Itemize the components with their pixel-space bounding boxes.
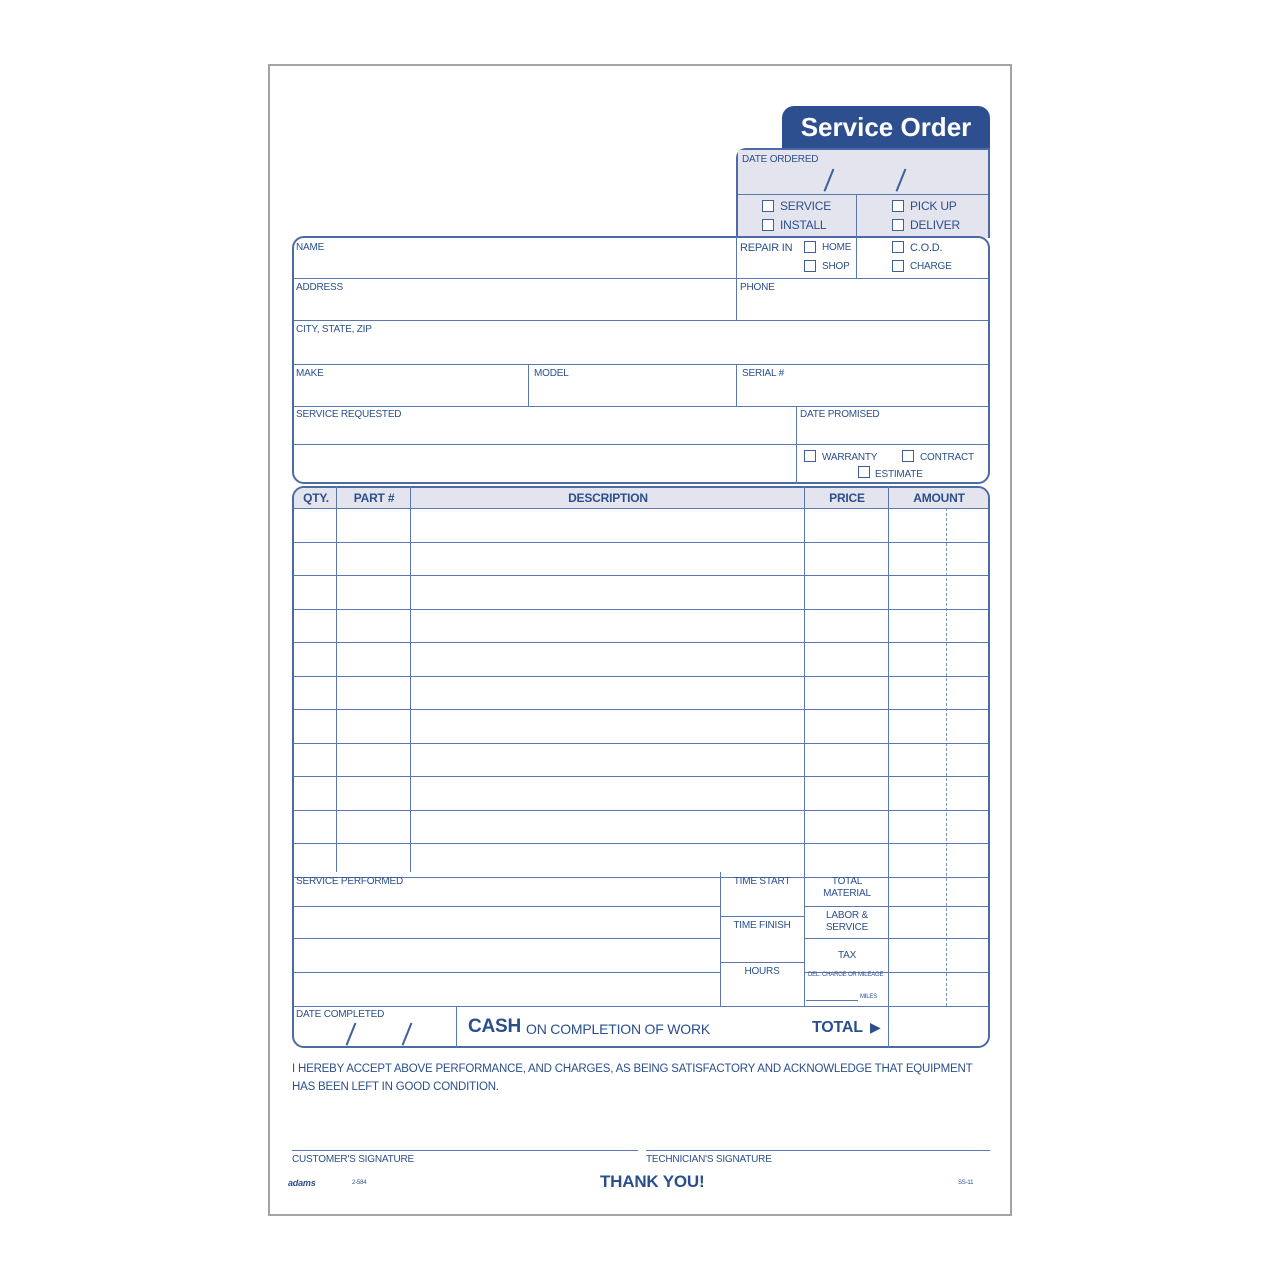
cod-label: C.O.D. (910, 242, 943, 254)
total-material-label: TOTAL MATERIAL (823, 876, 871, 899)
items-table (292, 486, 990, 1048)
price-header: PRICE (829, 491, 865, 505)
date-completed-label: DATE COMPLETED (296, 1009, 385, 1020)
date-ordered-label: DATE ORDERED (742, 154, 819, 165)
service-requested-line (294, 444, 796, 445)
qty-header: QTY. (303, 491, 329, 505)
time-column-line (720, 872, 721, 1006)
brand-logo: adams (288, 1178, 316, 1188)
amount-total-line (804, 938, 988, 939)
service-checkbox[interactable] (762, 200, 774, 212)
edition-code: SS-11 (958, 1180, 974, 1186)
tax-label: TAX (837, 950, 857, 961)
service-requested-divider (796, 406, 797, 484)
customer-signature-line (292, 1150, 638, 1151)
date-completed-divider (456, 1006, 457, 1048)
description-header: DESCRIPTION (568, 491, 648, 505)
technician-signature-line (646, 1150, 990, 1151)
totals-row-divider (294, 1006, 988, 1007)
row-divider-4 (294, 406, 988, 407)
cod-checkbox[interactable] (892, 241, 904, 253)
total-label: TOTAL (812, 1019, 863, 1036)
make-model-divider (528, 364, 529, 406)
charge-checkbox[interactable] (892, 260, 904, 272)
deliver-checkbox[interactable] (892, 219, 904, 231)
thank-you-text: THANK YOU! (600, 1172, 705, 1191)
name-label: NAME (296, 242, 325, 253)
cents-column-line (946, 508, 947, 1006)
date-promised-line (796, 444, 988, 445)
serial-label: SERIAL # (742, 368, 784, 379)
pick-up-label: PICK UP (910, 199, 957, 213)
service-performed-label: SERVICE PERFORMED (296, 876, 403, 887)
miles-label: MILES (860, 994, 878, 1000)
cash-label: CASH (468, 1016, 522, 1037)
estimate-checkbox[interactable] (858, 466, 870, 478)
on-completion-label: ON COMPLETION OF WORK (526, 1021, 711, 1037)
contract-label: CONTRACT (920, 452, 974, 463)
form-title: Service Order (800, 112, 972, 142)
charge-label: CHARGE (910, 261, 952, 272)
row-divider-3 (294, 364, 988, 365)
hours-label: HOURS (744, 966, 780, 977)
row-divider-1 (294, 278, 988, 279)
total-arrow-icon: ▶ (870, 1019, 881, 1035)
pick-up-checkbox[interactable] (892, 200, 904, 212)
estimate-label: ESTIMATE (875, 469, 923, 480)
home-checkbox[interactable] (804, 241, 816, 253)
table-row-line (294, 542, 988, 543)
order-type-divider (738, 194, 988, 195)
repair-divider (856, 236, 857, 278)
price-column-line (888, 486, 889, 1006)
time-finish-label: TIME FINISH (733, 920, 791, 931)
customer-info-box (292, 236, 990, 484)
home-label: HOME (822, 242, 852, 253)
table-row-line (294, 508, 988, 509)
time-finish-line (720, 962, 804, 963)
amount-header: AMOUNT (913, 491, 965, 505)
contract-checkbox[interactable] (902, 450, 914, 462)
description-column-line (804, 486, 805, 872)
customer-signature-label: CUSTOMER'S SIGNATURE (292, 1154, 414, 1165)
repair-in-label: REPAIR IN (740, 242, 793, 254)
service-label: SERVICE (780, 199, 832, 213)
part-column-line (410, 486, 411, 872)
table-row-line (294, 676, 988, 677)
total-amount-divider (888, 1006, 889, 1048)
amount-total-line (804, 906, 988, 907)
table-row-line (294, 743, 988, 744)
acceptance-text: I HEREBY ACCEPT ABOVE PERFORMANCE, AND CHARGES, AS BEING SATISFACTORY AND ACKNOWLEDGE THAT EQUIPMENT HAS BEEN LEFT IN GOOD CONDITION. (292, 1063, 973, 1093)
time-start-line (720, 916, 804, 917)
table-row-line (294, 575, 988, 576)
warranty-label: WARRANTY (822, 452, 878, 463)
service-requested-label: SERVICE REQUESTED (296, 409, 402, 420)
make-label: MAKE (296, 368, 324, 379)
table-row-line (294, 609, 988, 610)
time-start-label: TIME START (733, 876, 791, 887)
table-row-line (294, 810, 988, 811)
phone-label: PHONE (740, 282, 775, 293)
labor-service-label: LABOR & SERVICE (825, 910, 869, 933)
shop-label: SHOP (822, 261, 850, 272)
date-promised-label: DATE PROMISED (800, 409, 880, 420)
table-row-line (294, 776, 988, 777)
install-checkbox[interactable] (762, 219, 774, 231)
part-header: PART # (353, 491, 395, 505)
model-label: MODEL (534, 368, 569, 379)
table-row-line (294, 642, 988, 643)
table-row-line (294, 709, 988, 710)
miles-line (806, 1000, 858, 1001)
del-charge-label: DEL. CHARGE OR MILEAGE (808, 972, 884, 978)
service-order-form (268, 64, 1012, 1216)
model-serial-divider (736, 364, 737, 406)
technician-signature-label: TECHNICIAN'S SIGNATURE (646, 1154, 772, 1165)
table-row-line (294, 843, 988, 844)
warranty-checkbox[interactable] (804, 450, 816, 462)
address-label: ADDRESS (296, 282, 343, 293)
shop-checkbox[interactable] (804, 260, 816, 272)
city-state-zip-label: CITY, STATE, ZIP (296, 324, 372, 335)
totals-label-line (804, 872, 805, 1006)
order-type-vdivider (856, 194, 857, 238)
service-performed-line-1 (294, 906, 720, 907)
install-label: INSTALL (780, 218, 827, 232)
deliver-label: DELIVER (910, 218, 960, 232)
service-performed-line-2 (294, 938, 720, 939)
row-divider-2 (294, 320, 988, 321)
service-performed-line-3 (294, 972, 720, 973)
form-code: 2-584 (352, 1180, 367, 1186)
qty-column-line (336, 486, 337, 872)
